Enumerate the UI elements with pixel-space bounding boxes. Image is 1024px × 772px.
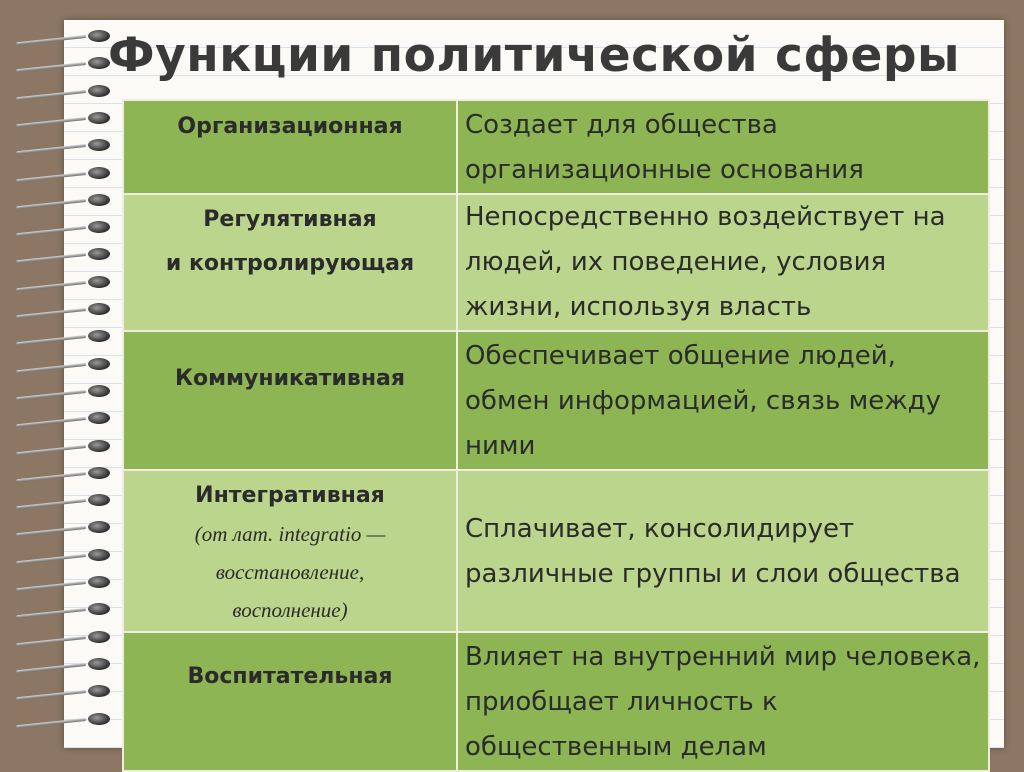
function-name: Коммуникативная — [174, 366, 406, 391]
spiral-ring — [16, 521, 108, 533]
functions-table — [122, 99, 990, 772]
function-name: Регулятивная — [203, 207, 377, 232]
latin-origin-note: (от лат. integratio — — [194, 522, 386, 546]
spiral-ring — [16, 631, 108, 643]
function-description-cell — [457, 470, 989, 632]
spiral-ring — [16, 467, 108, 479]
spiral-ring — [16, 112, 108, 124]
spiral-ring — [16, 494, 108, 506]
description-line: жизни, используя власть — [465, 292, 812, 322]
spiral-ring — [16, 85, 108, 97]
description-line: Обеспечивает общение людей, — [465, 341, 896, 371]
spiral-ring — [16, 685, 108, 697]
function-description-cell — [457, 194, 989, 331]
spiral-ring — [16, 276, 108, 288]
spiral-ring — [16, 221, 108, 233]
spiral-ring — [16, 303, 108, 315]
spiral-ring — [16, 412, 108, 424]
table-row-regulative — [123, 194, 989, 331]
spiral-binding — [16, 20, 116, 748]
spiral-ring — [16, 167, 108, 179]
function-name-cell — [123, 194, 457, 331]
description-line: людей, их поведение, условия — [465, 247, 887, 277]
function-name: Организационная — [177, 114, 403, 139]
function-name-cell — [123, 632, 457, 771]
spiral-ring — [16, 139, 108, 151]
description-line: Непосредственно воздействует на — [465, 202, 946, 232]
table-row-integrative — [123, 470, 989, 632]
function-description-cell — [457, 632, 989, 771]
spiral-ring — [16, 549, 108, 561]
description-line: Сплачивает, консолидирует — [465, 514, 855, 544]
function-description-cell — [457, 331, 989, 470]
spiral-ring — [16, 330, 108, 342]
spiral-ring — [16, 194, 108, 206]
description-line: ними — [465, 431, 536, 461]
description-line: различные группы и слои общества — [465, 559, 961, 589]
description-line: организационные основания — [465, 155, 864, 185]
spiral-ring — [16, 576, 108, 588]
description-line: Влияет на внутренний мир человека, — [465, 642, 981, 672]
latin-origin-note: восстановление, — [215, 560, 365, 584]
function-name: Интегративная — [195, 483, 385, 508]
page-title: Функции политической сферы — [108, 28, 960, 83]
spiral-ring — [16, 603, 108, 615]
function-name: и контролирующая — [165, 251, 415, 276]
table-row-educational — [123, 632, 989, 771]
description-line: приобщает личность к — [465, 687, 778, 717]
spiral-ring — [16, 385, 108, 397]
spiral-ring — [16, 713, 108, 725]
function-name-cell — [123, 331, 457, 470]
description-line: Создает для общества — [465, 110, 778, 140]
table-row-communicative — [123, 331, 989, 470]
table-row-organizational — [123, 100, 989, 194]
function-name: Воспитательная — [187, 664, 393, 689]
function-description-cell — [457, 100, 989, 194]
spiral-ring — [16, 248, 108, 260]
spiral-ring — [16, 358, 108, 370]
description-line: общественным делам — [465, 732, 767, 762]
function-name-cell — [123, 470, 457, 632]
spiral-ring — [16, 440, 108, 452]
description-line: обмен информацией, связь между — [465, 386, 941, 416]
latin-origin-note: восполнение) — [232, 598, 348, 622]
function-name-cell — [123, 100, 457, 194]
spiral-ring — [16, 658, 108, 670]
